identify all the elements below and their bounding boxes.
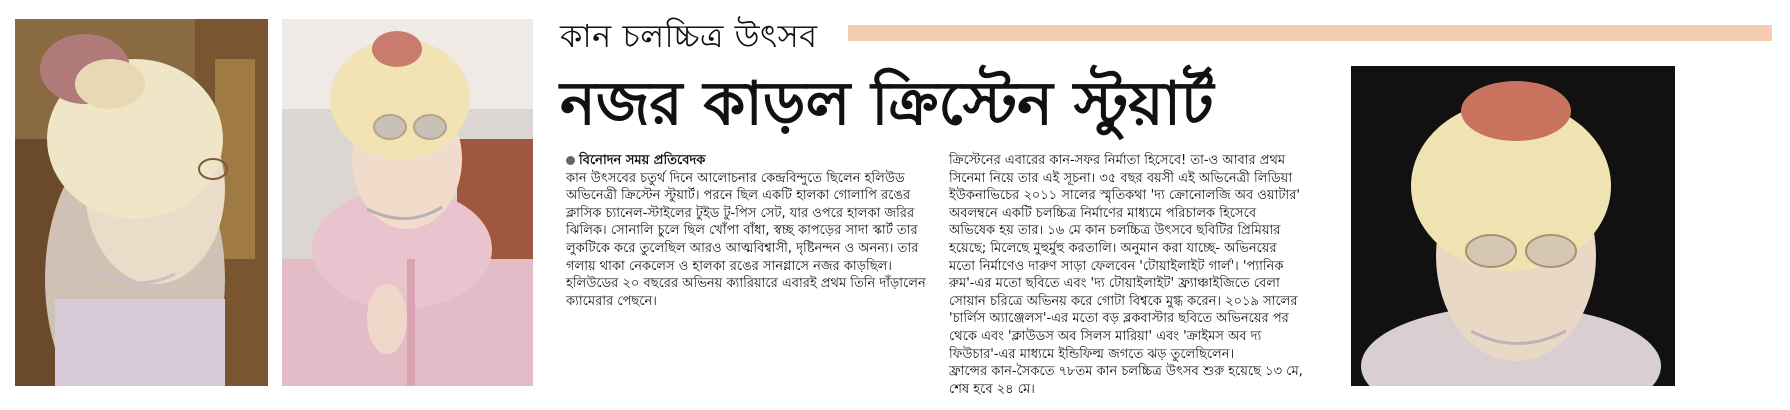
byline-text: বিনোদন সময় প্রতিবেদক	[579, 153, 706, 168]
byline	[566, 152, 926, 170]
article-paragraph-2: ক্রিস্টেনের এবারের কান-সফর নির্মাতা হিসেবে! তা-ও আবার প্রথম সিনেমা নিয়ে তার এই সূচনা। ৩৫ বছর বয়সী এই অভিনেত্রী লিডিয়া ইউকনাভিচের ২০১১ সালের স্মৃতিকথা 'দ্য ক্রোনোলজি অব ওয়াটার' অবলম্বনে একটি চলচ্চিত্র নির্মাণের মাধ্যমে পরিচালক হিসেবে অভিষেক হয় তার। ১৬ মে কান চলচ্চিত্র উৎসবে ছবিটির প্রিমিয়ার হয়েছে; মিলেছে মুহুর্মুহু করতালি। অনুমান করা যাচ্ছে- অভিনয়ের মতো নির্মাণেও দারুণ সাড়া ফেলবেন 'টোয়াইলাইট গার্ল'। 'প্যানিক রুম'-এর মতো ছবিতে এবং 'দ্য টোয়াইলাইট' ফ্র্যাঞ্চাইজিতে বেলা সোয়ান চরিত্রে অভিনয় করে গোটা বিশ্বকে মুগ্ধ করেন। ২০১৯ সালের 'চার্লিস অ্যাঞ্জেলস'-এর মতো বড় ব্লকবাস্টার ছবিতে অভিনয়ের পর থেকে এবং 'ক্লাউডস অব সিলস মারিয়া' এবং 'ক্রাইমস অব দ্য ফিউচার'-এর মাধ্যমে ইন্ডিফিল্ম জগতে ঝড় তুলেছিলেন।	[949, 153, 1300, 362]
photo-kristen-closeup	[1351, 66, 1675, 386]
article-paragraph-3: ফ্রান্সের কান-সৈকতে ৭৮তম কান চলচ্চিত্র উৎসব শুরু হয়েছে ১৩ মে, শেষ হবে ২৪ মে।	[949, 364, 1303, 397]
photo-kristen-front	[282, 19, 533, 386]
bullet-icon	[566, 156, 575, 165]
photo-kristen-profile	[15, 19, 268, 386]
kicker: কান চলচ্চিত্র উৎসব	[560, 17, 818, 55]
headline: নজর কাড়ল ক্রিস্টেন স্টুয়ার্ট	[560, 69, 1214, 139]
article-column-1	[566, 152, 926, 310]
article-paragraph-1: কান উৎসবের চতুর্থ দিনে আলোচনার কেন্দ্রবিন্দুতে ছিলেন হলিউড অভিনেত্রী ক্রিস্টেন স্টুয়ার্ট। পরনে ছিল একটি হালকা গোলাপি রঙের ক্লাসিক চ্যানেল-স্টাইলের টুইড টু-পিস সেট, যার ওপরে হালকা জরির ঝিলিক। সোনালি চুলে ছিল খোঁপা বাঁধা, স্বচ্ছ কাপড়ের সাদা স্কার্ট তার লুকটিকে করে তুলেছিল আরও আত্মবিশ্বাসী, দৃষ্টিনন্দন ও অনন্য। তার গলায় থাকা নেকলেস ও হালকা রঙের সানগ্লাসে নজর কাড়ছিল। হলিউডের ২০ বছরের অভিনয় ক্যারিয়ারে এবারই প্রথম তিনি দাঁড়ালেন ক্যামেরার পেছনে।	[566, 170, 926, 309]
kicker-accent-bar	[848, 25, 1772, 41]
article-column-2	[949, 152, 1305, 398]
